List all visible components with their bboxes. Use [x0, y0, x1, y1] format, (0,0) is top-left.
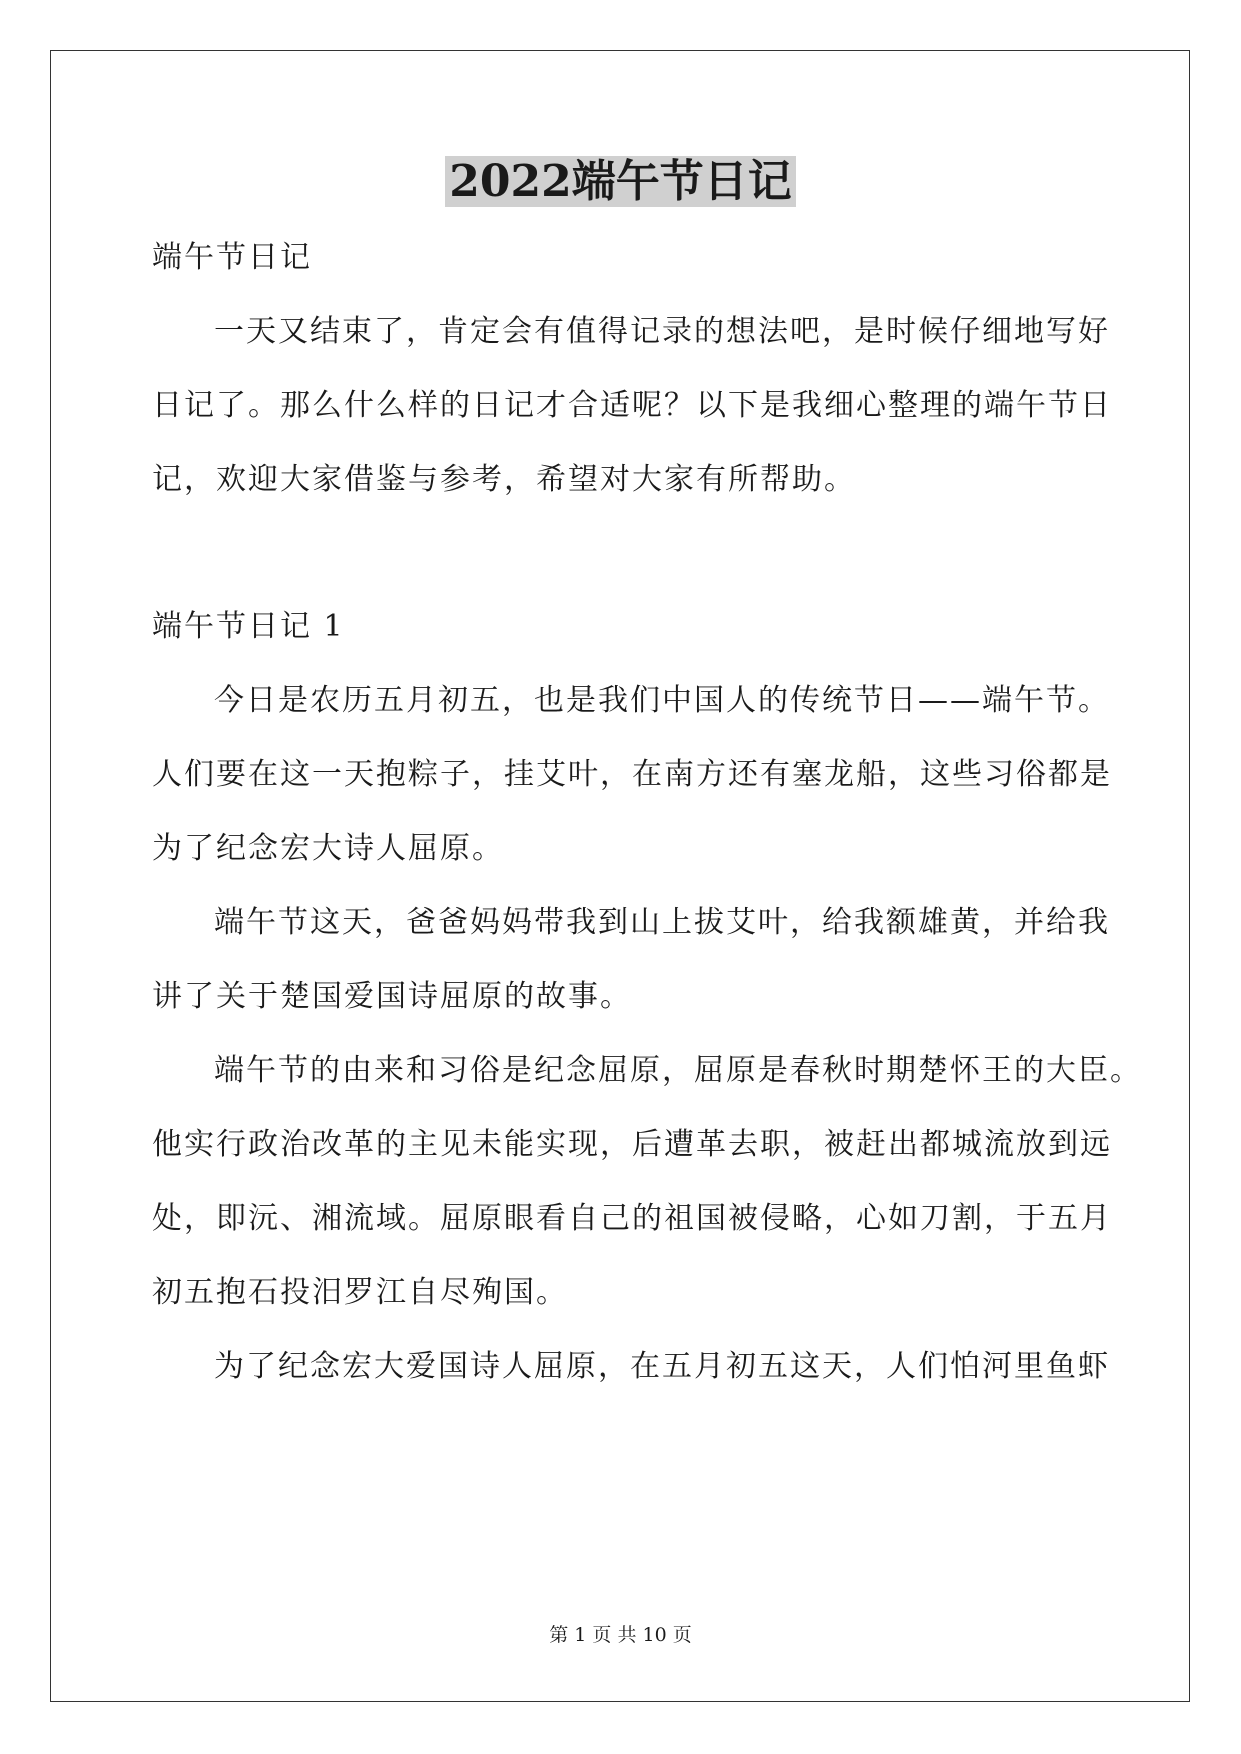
- paragraph-line: 人们要在这一天抱粽子，挂艾叶，在南方还有塞龙船，这些习俗都是: [152, 757, 1112, 792]
- intro-heading: 端午节日记: [152, 240, 312, 275]
- paragraph-line: 为了纪念宏大爱国诗人屈原，在五月初五这天，人们怕河里鱼虾: [214, 1349, 1110, 1384]
- diary1-heading: 端午节日记 1: [152, 609, 345, 644]
- paragraph-line: 讲了关于楚国爱国诗屈原的故事。: [152, 979, 632, 1014]
- paragraph-line: 处，即沅、湘流域。屈原眼看自己的祖国被侵略，心如刀割，于五月: [152, 1201, 1112, 1236]
- paragraph-line: 他实行政治改革的主见未能实现，后遭革去职，被赶出都城流放到远: [152, 1127, 1112, 1162]
- paragraph-line: 初五抱石投汨罗江自尽殉国。: [152, 1275, 568, 1310]
- page-border: [50, 50, 1190, 1702]
- paragraph-line: 为了纪念宏大诗人屈原。: [152, 831, 504, 866]
- paragraph-line: 端午节这天，爸爸妈妈带我到山上拔艾叶，给我额雄黄，并给我: [214, 905, 1110, 940]
- paragraph-line: 今日是农历五月初五，也是我们中国人的传统节日——端午节。: [214, 683, 1110, 718]
- document-title: [0, 150, 1241, 214]
- page-footer: 第 1 页 共 10 页: [549, 1624, 692, 1646]
- paragraph-line: 记，欢迎大家借鉴与参考，希望对大家有所帮助。: [152, 462, 856, 497]
- paragraph-line: 一天又结束了，肯定会有值得记录的想法吧，是时候仔细地写好: [214, 314, 1110, 349]
- document-title-text: 2022端午节日记: [445, 156, 795, 207]
- paragraph-line: 日记了。那么什么样的日记才合适呢？以下是我细心整理的端午节日: [152, 388, 1112, 423]
- paragraph-line: 端午节的由来和习俗是纪念屈原，屈原是春秋时期楚怀王的大臣。: [214, 1053, 1142, 1088]
